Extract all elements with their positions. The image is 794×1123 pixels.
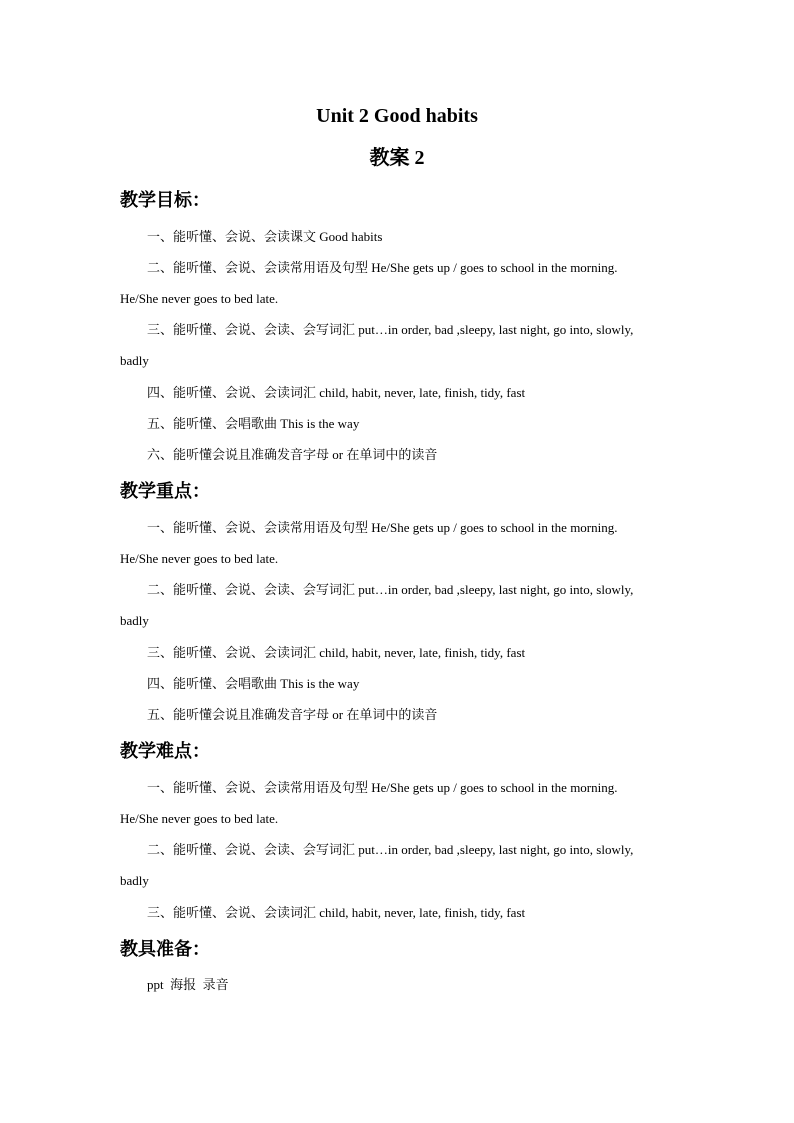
difficulty-item-continuation: badly (120, 873, 149, 888)
key-point-item-continuation: He/She never goes to bed late. (120, 551, 279, 566)
objectives-heading: 教学目标： (120, 190, 210, 211)
document-title: Unit 2 Good habits (316, 105, 478, 127)
materials-text: ppt 海报 录音 (147, 977, 229, 992)
key-point-item: 二、能听懂、会说、会读、会写词汇 put…in order, bad ,sleepy, last night, go into, slowly, (147, 582, 634, 597)
difficulty-item: 二、能听懂、会说、会读、会写词汇 put…in order, bad ,sleepy, last night, go into, slowly, (147, 842, 634, 857)
key-point-item: 五、能听懂会说且准确发音字母 or 在单词中的读音 (147, 707, 438, 722)
objective-item-continuation: He/She never goes to bed late. (120, 291, 279, 306)
document-subtitle: 教案 2 (369, 147, 425, 169)
objective-item: 六、能听懂会说且准确发音字母 or 在单词中的读音 (147, 447, 438, 462)
objective-item: 一、能听懂、会说、会读课文 Good habits (147, 229, 383, 244)
objective-item: 二、能听懂、会说、会读常用语及句型 He/She gets up / goes to school in the morning. (147, 260, 618, 275)
difficulty-item: 一、能听懂、会说、会读常用语及句型 He/She gets up / goes to school in the morning. (147, 780, 618, 795)
key-points-heading: 教学重点： (120, 481, 210, 502)
key-point-item: 三、能听懂、会说、会读词汇 child, habit, never, late, finish, tidy, fast (147, 645, 526, 660)
objective-item: 三、能听懂、会说、会读、会写词汇 put…in order, bad ,sleepy, last night, go into, slowly, (147, 322, 634, 337)
key-point-item: 一、能听懂、会说、会读常用语及句型 He/She gets up / goes to school in the morning. (147, 520, 618, 535)
objective-item: 四、能听懂、会说、会读词汇 child, habit, never, late, finish, tidy, fast (147, 385, 526, 400)
difficulty-item-continuation: He/She never goes to bed late. (120, 811, 279, 826)
materials-heading: 教具准备： (120, 939, 210, 960)
objective-item: 五、能听懂、会唱歌曲 This is the way (147, 416, 360, 431)
key-point-item: 四、能听懂、会唱歌曲 This is the way (147, 676, 360, 691)
objective-item-continuation: badly (120, 353, 149, 368)
difficulty-item: 三、能听懂、会说、会读词汇 child, habit, never, late, finish, tidy, fast (147, 905, 526, 920)
difficulties-heading: 教学难点： (120, 741, 210, 762)
key-point-item-continuation: badly (120, 613, 149, 628)
